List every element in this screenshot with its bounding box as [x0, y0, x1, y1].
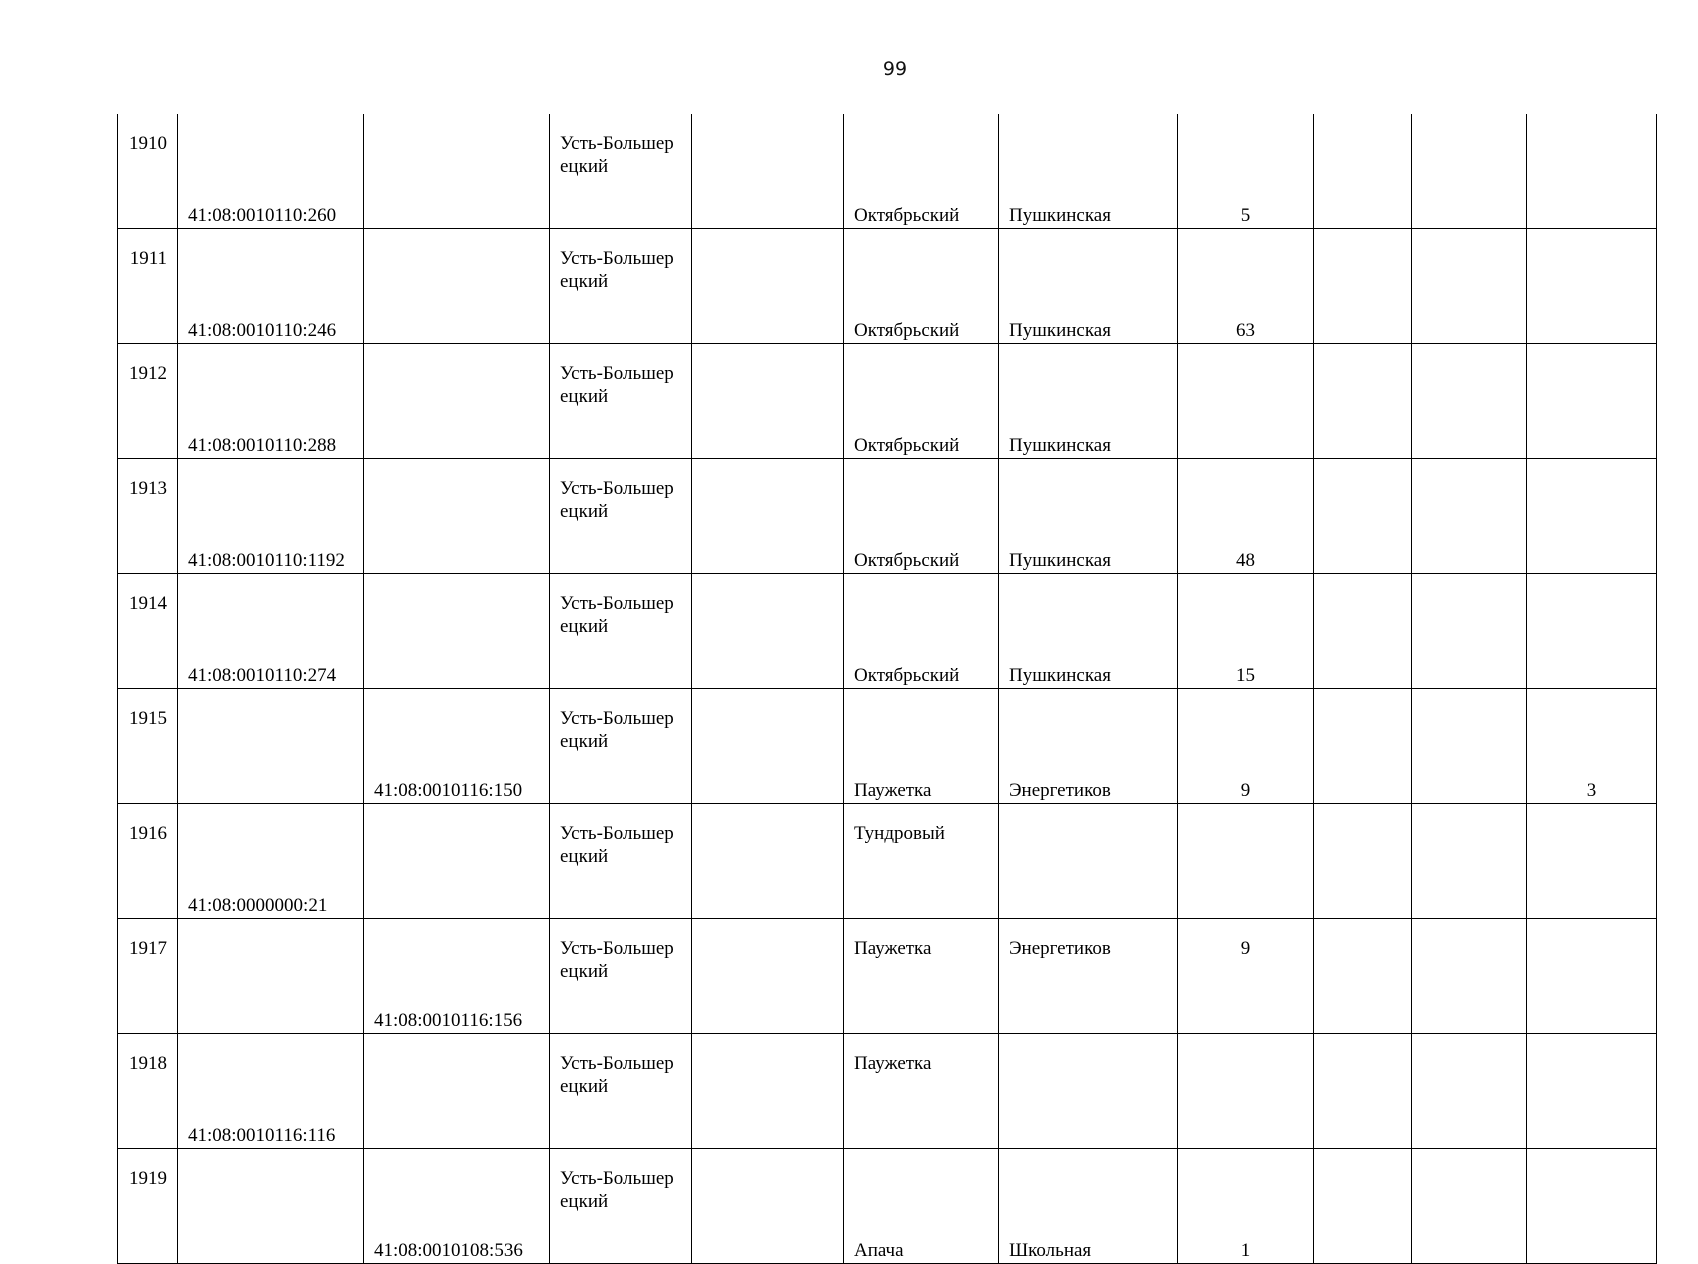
cell-street: Пушкинская	[999, 459, 1178, 574]
cell-no: 1910	[118, 114, 178, 229]
table-row	[118, 344, 1657, 459]
cadastral-table	[117, 114, 1657, 1264]
cell-c9	[1314, 229, 1412, 344]
cell-c9	[1314, 1034, 1412, 1149]
cell-district: Усть-Большерецкий	[550, 1034, 692, 1149]
page-number: 99	[882, 58, 908, 80]
table-row	[118, 459, 1657, 574]
cell-street: Энергетиков	[999, 919, 1178, 1034]
cell-district: Усть-Большерецкий	[550, 229, 692, 344]
cell-c10	[1412, 459, 1527, 574]
cell-district: Усть-Большерецкий	[550, 344, 692, 459]
cell-district: Усть-Большерецкий	[550, 574, 692, 689]
cell-cad1: 41:08:0010116:116	[178, 1034, 364, 1149]
table-row	[118, 574, 1657, 689]
cell-c10	[1412, 114, 1527, 229]
cell-house: 48	[1178, 459, 1314, 574]
cell-c9	[1314, 689, 1412, 804]
cell-cad2	[364, 459, 550, 574]
empty-cell	[692, 919, 844, 1034]
cell-cad1: 41:08:0010110:260	[178, 114, 364, 229]
table-row	[118, 689, 1657, 804]
cell-c10	[1412, 344, 1527, 459]
cell-district: Усть-Большерецкий	[550, 804, 692, 919]
cell-c11	[1527, 1034, 1657, 1149]
cell-cad2	[364, 114, 550, 229]
cell-cad1: 41:08:0010110:288	[178, 344, 364, 459]
cell-settlement: Тундровый	[844, 804, 999, 919]
cell-c10	[1412, 229, 1527, 344]
cell-c11: 3	[1527, 689, 1657, 804]
empty-cell	[692, 1034, 844, 1149]
cell-c9	[1314, 574, 1412, 689]
cell-c11	[1527, 919, 1657, 1034]
cell-street: Пушкинская	[999, 574, 1178, 689]
cell-cad2	[364, 1034, 550, 1149]
cell-district: Усть-Большерецкий	[550, 689, 692, 804]
cell-settlement: Октябрьский	[844, 459, 999, 574]
cell-house	[1178, 344, 1314, 459]
cell-cad2: 41:08:0010116:150	[364, 689, 550, 804]
cell-no: 1919	[118, 1149, 178, 1264]
cell-c11	[1527, 229, 1657, 344]
cell-district: Усть-Большерецкий	[550, 1149, 692, 1264]
cell-settlement: Октябрьский	[844, 229, 999, 344]
cell-c9	[1314, 804, 1412, 919]
empty-cell	[692, 689, 844, 804]
cell-house: 9	[1178, 919, 1314, 1034]
cell-cad2: 41:08:0010108:536	[364, 1149, 550, 1264]
cell-settlement: Паужетка	[844, 919, 999, 1034]
empty-cell	[692, 804, 844, 919]
cell-house: 9	[1178, 689, 1314, 804]
cell-c10	[1412, 919, 1527, 1034]
cell-cad1: 41:08:0010110:274	[178, 574, 364, 689]
cell-cad1	[178, 1149, 364, 1264]
cell-no: 1916	[118, 804, 178, 919]
cell-c9	[1314, 344, 1412, 459]
cell-c10	[1412, 804, 1527, 919]
empty-cell	[692, 344, 844, 459]
table-row	[118, 1149, 1657, 1264]
cell-c11	[1527, 114, 1657, 229]
cell-cad1: 41:08:0010110:1192	[178, 459, 364, 574]
cell-street: Пушкинская	[999, 344, 1178, 459]
cell-house: 5	[1178, 114, 1314, 229]
cell-house	[1178, 804, 1314, 919]
empty-cell	[692, 1149, 844, 1264]
cell-cad1: 41:08:0000000:21	[178, 804, 364, 919]
cell-cad2	[364, 344, 550, 459]
cell-settlement: Апача	[844, 1149, 999, 1264]
table-row	[118, 229, 1657, 344]
cell-house: 15	[1178, 574, 1314, 689]
empty-cell	[692, 114, 844, 229]
empty-cell	[692, 574, 844, 689]
empty-cell	[692, 459, 844, 574]
cell-house	[1178, 1034, 1314, 1149]
cell-c11	[1527, 459, 1657, 574]
cell-no: 1911	[118, 229, 178, 344]
cell-street: Пушкинская	[999, 114, 1178, 229]
cell-house: 63	[1178, 229, 1314, 344]
cell-c10	[1412, 574, 1527, 689]
cell-c11	[1527, 1149, 1657, 1264]
cell-no: 1915	[118, 689, 178, 804]
empty-cell	[692, 229, 844, 344]
cell-cad2: 41:08:0010116:156	[364, 919, 550, 1034]
cell-settlement: Октябрьский	[844, 574, 999, 689]
cell-settlement: Паужетка	[844, 689, 999, 804]
cell-c9	[1314, 459, 1412, 574]
cell-street: Школьная	[999, 1149, 1178, 1264]
cell-c10	[1412, 1034, 1527, 1149]
cell-street: Энергетиков	[999, 689, 1178, 804]
cell-settlement: Паужетка	[844, 1034, 999, 1149]
cell-no: 1917	[118, 919, 178, 1034]
cell-settlement: Октябрьский	[844, 114, 999, 229]
cell-c9	[1314, 919, 1412, 1034]
cell-c11	[1527, 344, 1657, 459]
cell-cad2	[364, 574, 550, 689]
cell-cad2	[364, 804, 550, 919]
cell-district: Усть-Большерецкий	[550, 459, 692, 574]
table-row	[118, 804, 1657, 919]
cell-c11	[1527, 574, 1657, 689]
cell-c9	[1314, 1149, 1412, 1264]
cell-street	[999, 1034, 1178, 1149]
cell-no: 1918	[118, 1034, 178, 1149]
cell-district: Усть-Большерецкий	[550, 114, 692, 229]
table-row	[118, 114, 1657, 229]
cell-settlement: Октябрьский	[844, 344, 999, 459]
cell-district: Усть-Большерецкий	[550, 919, 692, 1034]
cell-no: 1913	[118, 459, 178, 574]
cell-street: Пушкинская	[999, 229, 1178, 344]
cell-cad1: 41:08:0010110:246	[178, 229, 364, 344]
cell-c9	[1314, 114, 1412, 229]
cell-cad1	[178, 689, 364, 804]
cell-cad2	[364, 229, 550, 344]
cell-c10	[1412, 1149, 1527, 1264]
table-row	[118, 919, 1657, 1034]
cell-cad1	[178, 919, 364, 1034]
cell-no: 1912	[118, 344, 178, 459]
table-row	[118, 1034, 1657, 1149]
cell-no: 1914	[118, 574, 178, 689]
cell-c11	[1527, 804, 1657, 919]
cell-street	[999, 804, 1178, 919]
cell-house: 1	[1178, 1149, 1314, 1264]
cell-c10	[1412, 689, 1527, 804]
